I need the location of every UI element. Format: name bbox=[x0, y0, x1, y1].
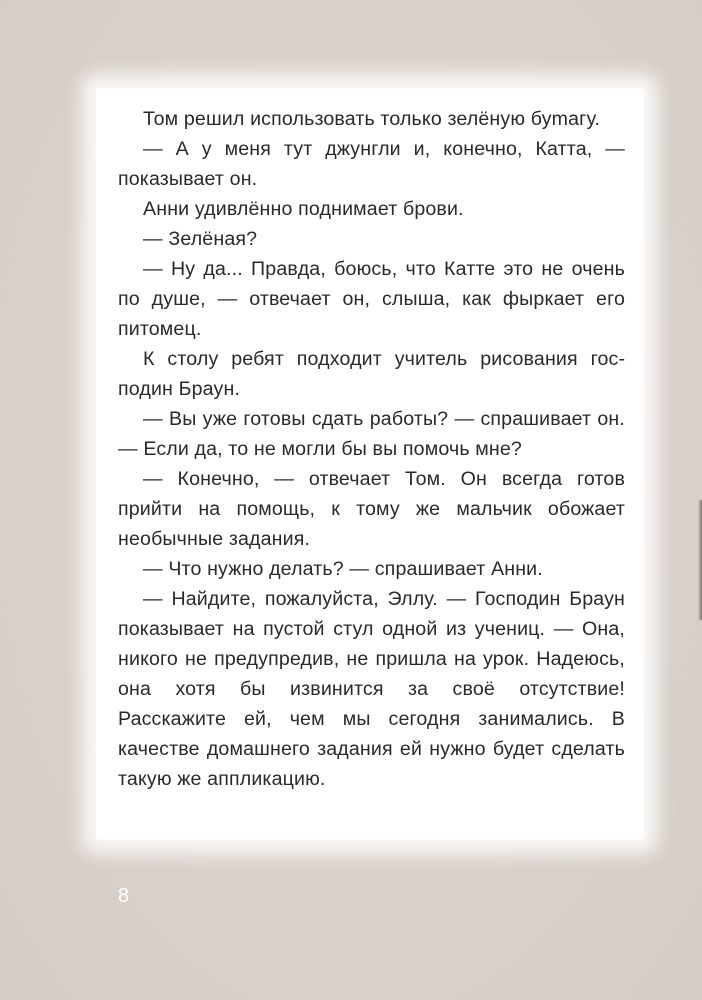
paragraph: К столу ребят подходит учитель рисования господин Браун. bbox=[118, 348, 625, 400]
page-edge-shadow bbox=[698, 500, 702, 620]
paragraph: Анни удивлённо поднимает брови. bbox=[143, 198, 464, 220]
paragraph: — Ну да... Правда, боюсь, что Катте это не очень по душе, — отвечает он, слыша, как фыркает его питомец. bbox=[118, 258, 625, 340]
paragraph: — А у меня тут джунгли и, конечно, Катта, — показывает он. bbox=[118, 138, 625, 190]
paragraph: — Вы уже готовы сдать работы? — спрашивает он. — Если да, то не могли бы вы помочь мне? bbox=[118, 408, 625, 460]
paragraph: — Найдите, пожалуйста, Эллу. — Господин Браун показывает на пустой стул одной из учениц. — Она, никого не предупредив, не пришла на урок. Надеюсь, она хотя бы извинится за своё отсутствие! Расскажите ей, чем мы сегодня занимались. В качестве домашнего задания ей нужно будет сделать такую же аппликацию. bbox=[118, 588, 625, 790]
paragraph: Том решил использовать только зелёную буmагу. bbox=[143, 108, 601, 130]
paragraph: — Что нужно делать? — спрашивает Анни. bbox=[143, 558, 543, 580]
page-number: 8 bbox=[118, 885, 130, 907]
text-body bbox=[118, 104, 625, 794]
paragraph: — Зелёная? bbox=[143, 228, 258, 250]
paragraph: — Конечно, — отвечает Том. Он всегда готов прийти на помощь, к тому же мальчик обожает необычные задания. bbox=[118, 468, 625, 550]
